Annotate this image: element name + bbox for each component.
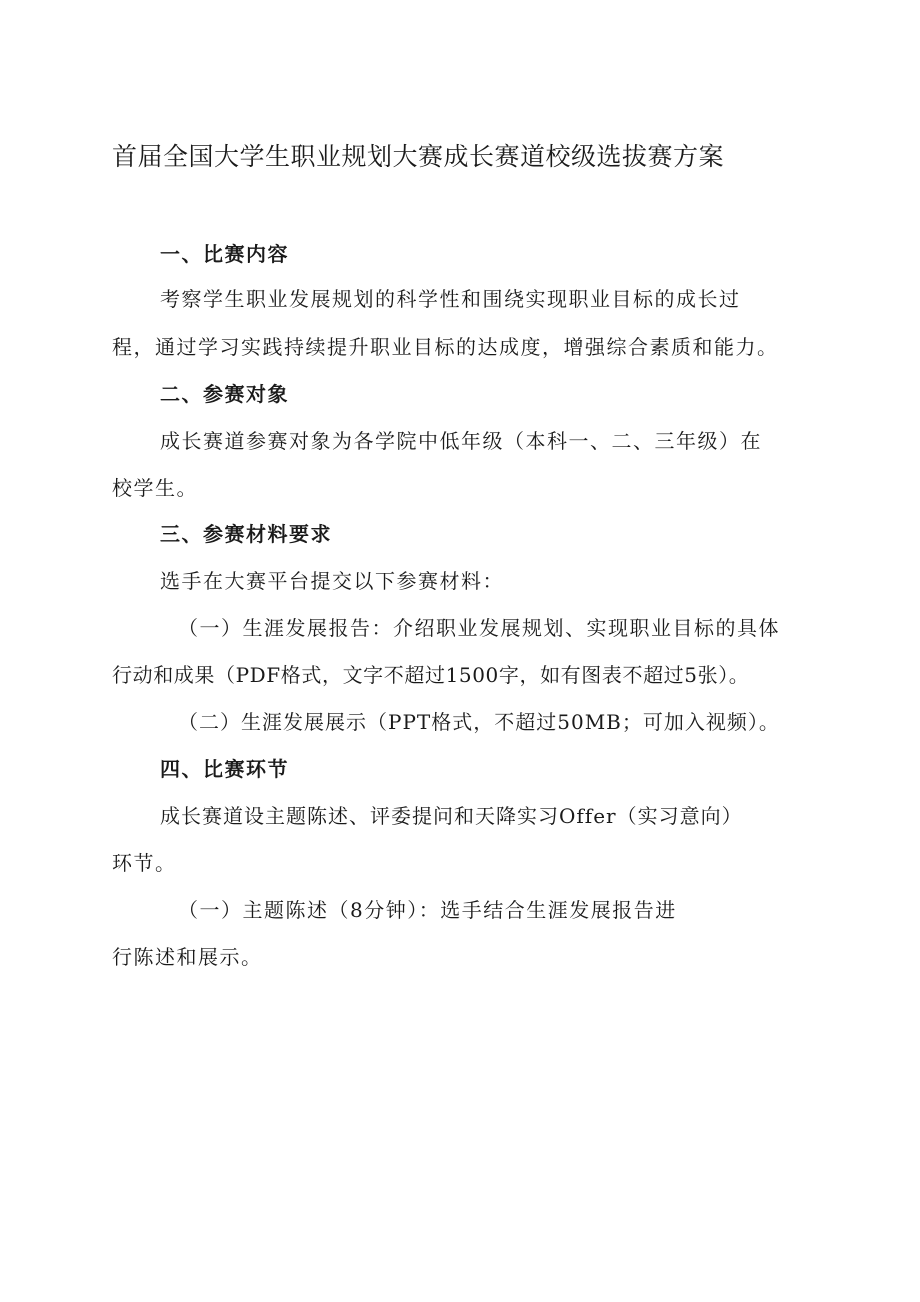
list-item-line: 行陈述和展示。 [112,945,263,969]
paragraph-line: 成长赛道参赛对象为各学院中低年级（本科一、二、三年级）在 [160,429,762,453]
document-title: 首届全国大学生职业规划大赛成长赛道校级选拔赛方案 [112,142,725,171]
list-item-line: 行动和成果（PDF格式，文字不超过1500字，如有图表不超过5张）。 [112,663,750,687]
paragraph-line: 成长赛道设主题陈述、评委提问和天降实习Offer（实习意向） [160,804,743,828]
paragraph-line: 考察学生职业发展规划的科学性和围绕实现职业目标的成长过 [160,287,741,311]
list-item-line: （一）生涯发展报告：介绍职业发展规划、实现职业目标的具体 [178,616,780,640]
list-item-line: （二）生涯发展展示（PPT格式，不超过50MB；可加入视频）。 [178,710,780,734]
paragraph-line: 校学生。 [112,476,198,500]
section-heading-3: 三、参赛材料要求 [160,522,332,546]
section-heading-1: 一、比赛内容 [160,242,289,266]
paragraph-line: 程，通过学习实践持续提升职业目标的达成度，增强综合素质和能力。 [112,335,779,359]
paragraph-line: 环节。 [112,851,177,875]
list-item-line: （一）主题陈述（8分钟）：选手结合生涯发展报告进 [178,898,677,922]
paragraph-line: 选手在大赛平台提交以下参赛材料： [160,569,504,593]
section-heading-4: 四、比赛环节 [160,757,289,781]
section-heading-2: 二、参赛对象 [160,382,289,406]
